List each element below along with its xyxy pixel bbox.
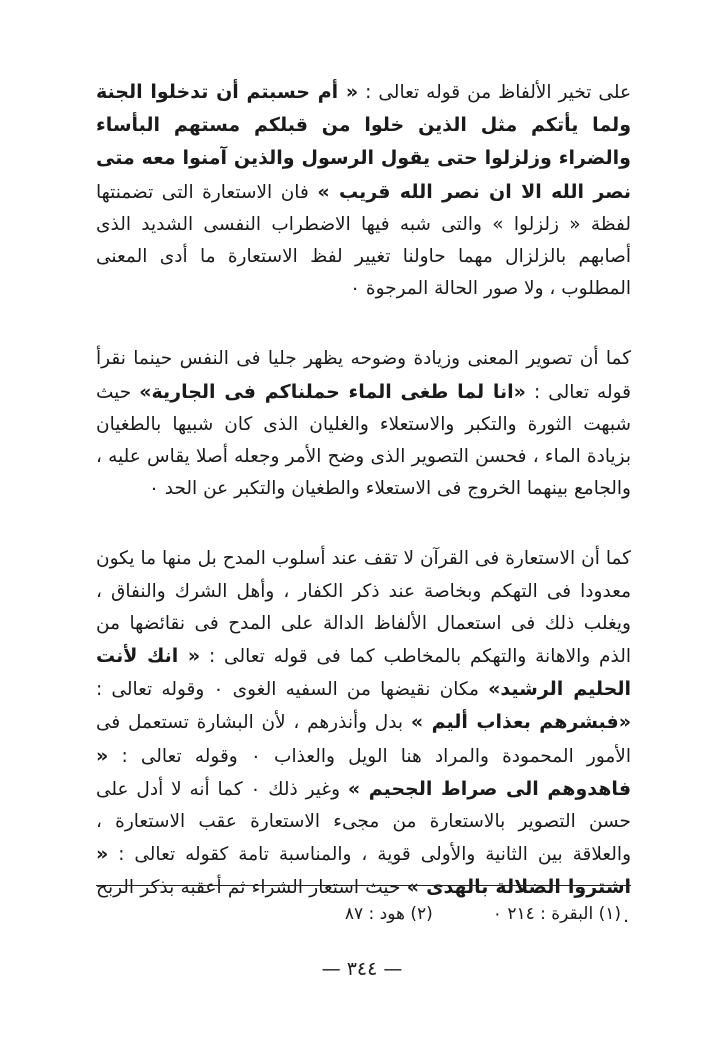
text-run: حيث استعار الشراء ثم أعقبه بذكر الربح ٠ <box>96 877 631 931</box>
text-run: حيث شبهت الثورة والتكبر والاستعلاء والغليان الذى كان شبيها بالطغيان بزيادة الماء ، فحسن التصوير الذى وضح الأمر وجعله أصلا يقاس عليه ، والجامع بينهما الخروج فى الاستعلاء والطغيان والتكبر عن الحد ٠ <box>96 381 631 500</box>
quran-quote: « اشتروا الضلالة بالهدى » <box>96 843 632 899</box>
quran-quote: « انك لأنت الحليم الرشيد» <box>96 645 631 701</box>
paragraph <box>96 543 631 936</box>
text-run: كما أن الاستعارة فى القرآن لا تقف عند أسلوب المدح بل منها ما يكون معدودا فى التهكم وبخاصة عند ذكر الكفار ، وأهل الشرك والنفاق ، ويغلب ذلك فى استعمال الألفاظ الدالة على المدح فى نقائضها من الذم والاهانة والتهكم بالمخاطب كما فى قوله تعالى : <box>96 548 631 668</box>
footnote-2: (٢) هود : ٨٧ <box>344 904 433 924</box>
footnote-1: (١) البقرة : ٢١٤ ٠ <box>492 904 621 924</box>
paragraph <box>96 343 631 505</box>
text-run: وغير ذلك ٠ كما أنه لا أدل على حسن التصوير بالاستعارة من مجىء الاستعارة عقب الاستعارة ، والعلاقة بين الثانية والأولى قوية ، والمناسبة تامة كقوله تعالى : <box>96 778 631 866</box>
text-run: كما أن تصوير المعنى وزيادة وضوحه يظهر جليا فى النفس حينما نقرأ قوله تعالى : <box>96 348 631 403</box>
quran-quote: « فاهدوهم الى صراط الجحيم » <box>96 744 632 800</box>
paragraph <box>96 76 631 305</box>
text-run: بدل وأنذرهم ، لأن البشارة تستعمل فى الأمور المحمودة والمراد هنا الويل والعذاب ٠ وقوله تعالى : <box>96 712 631 767</box>
quran-quote: «فبشرهم بعذاب أليم » <box>410 711 632 734</box>
page-number: — ٣٤٤ — <box>321 958 403 980</box>
text-run: فان الاستعارة التى تضمنتها لفظة « زلزلوا » والتى شبه فيها الاضطراب النفسى الشديد الذى أصابهم بالزلزال مهما حاولنا تغيير لفظ الاستعارة ما أدى المعنى المطلوب ، ولا صور الحالة المرجوة ٠ <box>96 181 631 300</box>
footnotes <box>96 885 631 924</box>
text-run: مكان نقيضها من السفيه الغوى ٠ وقوله تعالى : <box>96 679 489 701</box>
quran-quote: «انا لما طغى الماء حملناكم فى الجارية» <box>139 380 526 403</box>
body-text <box>96 76 631 937</box>
text-run: على تخير الألفاظ من قوله تعالى : <box>358 82 631 103</box>
quran-quote: « أم حسبتم أن تدخلوا الجنة ولما يأتكم مثل الذين خلوا من قبلكم مستهم البأساء والضراء وزلزلوا حتى يقول الرسول والذين آمنوا معه متى نصر الله الا ان نصر الله قريب » <box>96 81 631 203</box>
